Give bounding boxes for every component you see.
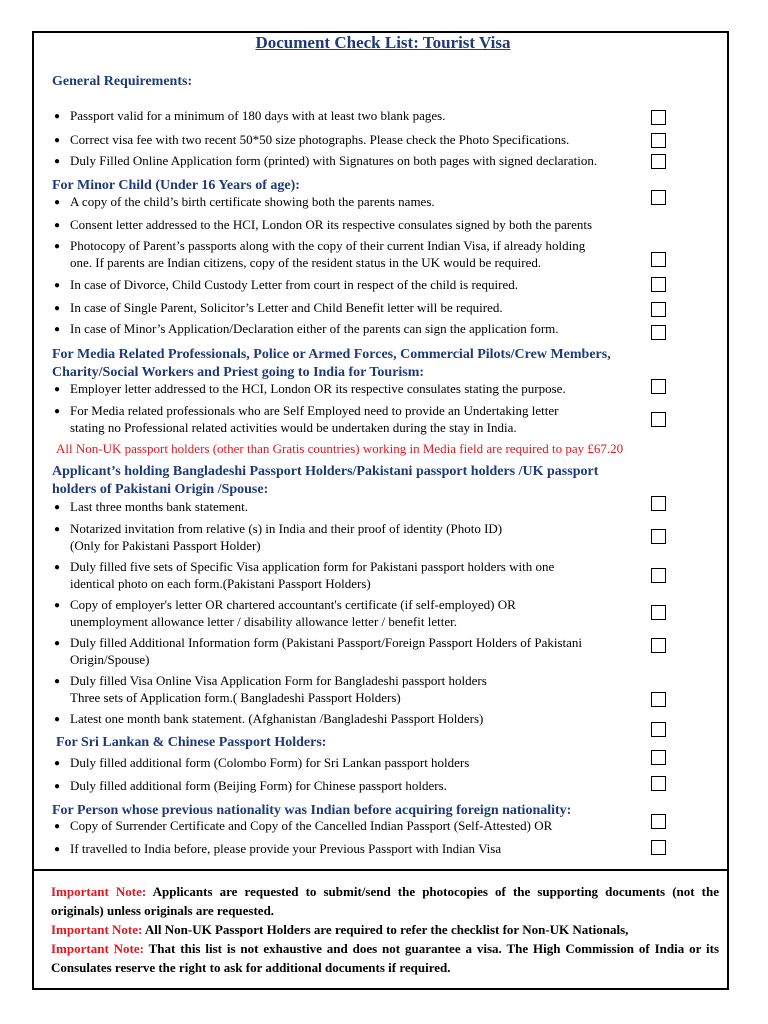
bullet-icon: ●	[54, 758, 61, 769]
checkbox[interactable]	[651, 252, 666, 267]
section-heading-media: For Media Related Professionals, Police or Armed Forces, Commercial Pilots/Crew Members, Charity/Social Workers and Priest going to India for Tourism:	[52, 347, 611, 380]
section-heading-minor: For Minor Child (Under 16 Years of age):	[52, 178, 300, 193]
list-item: ● Duly filled additional form (Beijing Form) for Chinese passport holders.	[54, 778, 447, 793]
bullet-icon: ●	[54, 241, 61, 252]
checkbox[interactable]	[651, 529, 666, 544]
section-heading-general: General Requirements:	[52, 74, 193, 89]
bullet-icon: ●	[54, 676, 61, 687]
checkbox[interactable]	[651, 412, 666, 427]
checkbox[interactable]	[651, 568, 666, 583]
checkbox[interactable]	[651, 190, 666, 205]
checkbox[interactable]	[651, 692, 666, 707]
checkbox[interactable]	[651, 133, 666, 148]
list-item: ● Duly Filled Online Application form (printed) with Signatures on both pages with signed declaration.	[54, 153, 598, 168]
bullet-icon: ●	[54, 384, 61, 395]
checkbox[interactable]	[651, 840, 666, 855]
checkbox[interactable]	[651, 638, 666, 653]
bullet-icon: ●	[54, 197, 61, 208]
list-item: ● In case of Single Parent, Solicitor’s Letter and Child Benefit letter will be required.	[54, 300, 503, 315]
bullet-icon: ●	[54, 406, 61, 417]
list-item: ● Duly filled Visa Online Visa Application Form for Bangladeshi passport holders Three sets of Application form.( Bangladeshi Passport Holders)	[54, 673, 487, 705]
checkbox[interactable]	[651, 722, 666, 737]
bullet-icon: ●	[54, 562, 61, 573]
section-heading-bangladeshi: Applicant’s holding Bangladeshi Passport Holders/Pakistani passport holders /UK passport holders of Pakistani Origin /Spouse:	[52, 464, 599, 497]
list-item: ● Passport valid for a minimum of 180 days with at least two blank pages.	[54, 108, 446, 123]
bullet-icon: ●	[54, 156, 61, 167]
list-item: ● In case of Minor’s Application/Declaration either of the parents can sign the application form.	[54, 321, 559, 336]
bullet-icon: ●	[54, 638, 61, 649]
list-item: ● Duly filled additional form (Colombo Form) for Sri Lankan passport holders	[54, 755, 470, 770]
bullet-icon: ●	[54, 600, 61, 611]
list-item: ● Latest one month bank statement. (Afghanistan /Bangladeshi Passport Holders)	[54, 711, 484, 726]
list-item: ● Photocopy of Parent’s passports along with the copy of their current Indian Visa, if already holding one. If parents are Indian citizens, copy of the resident status in the UK would be required.	[54, 238, 586, 270]
bullet-icon: ●	[54, 324, 61, 335]
bullet-icon: ●	[54, 303, 61, 314]
page-title: Document Check List: Tourist Visa	[255, 33, 511, 52]
important-note: Important Note: All Non-UK Passport Holders are required to refer the checklist for Non-UK Nationals,	[51, 922, 629, 937]
list-item: ● In case of Divorce, Child Custody Letter from court in respect of the child is required.	[54, 277, 519, 292]
checkbox[interactable]	[651, 325, 666, 340]
list-item: ● Duly filled Additional Information form (Pakistani Passport/Foreign Passport Holders of Pakistani Origin/Spouse)	[54, 635, 583, 667]
media-fee-note: All Non-UK passport holders (other than Gratis countries) working in Media field are required to pay £67.20	[56, 441, 624, 456]
bullet-icon: ●	[54, 844, 61, 855]
section-heading-srilanka: For Sri Lankan & Chinese Passport Holders:	[56, 735, 327, 750]
list-item: ● For Media related professionals who are Self Employed need to provide an Undertaking letter stating no Professional related activities would be undertaken during the stay in India.	[54, 403, 559, 435]
list-item: ● Notarized invitation from relative (s) in India and their proof of identity (Photo ID) (Only for Pakistani Passport Holder)	[54, 521, 503, 553]
list-item: ● Duly filled five sets of Specific Visa application form for Pakistani passport holders with one identical photo on each form.(Pakistani Passport Holders)	[54, 559, 555, 591]
checkbox[interactable]	[651, 277, 666, 292]
checkbox[interactable]	[651, 605, 666, 620]
list-item: ● A copy of the child’s birth certificate showing both the parents names.	[54, 194, 435, 209]
list-item: ● Last three months bank statement.	[54, 499, 248, 514]
list-item: ● Copy of Surrender Certificate and Copy of the Cancelled Indian Passport (Self-Attested) OR	[54, 818, 553, 833]
bullet-icon: ●	[54, 714, 61, 725]
bullet-icon: ●	[54, 524, 61, 535]
important-note: Important Note: Applicants are requested to submit/send the photocopies of the supporting documents (not the originals) unless originals are requested.	[51, 884, 720, 918]
bullet-icon: ●	[54, 821, 61, 832]
notes-divider	[32, 869, 729, 871]
bullet-icon: ●	[54, 135, 61, 146]
list-item: ● Copy of employer's letter OR chartered accountant's certificate (if self-employed) OR unemployment allowance letter / disability allowance letter / benefit letter.	[54, 597, 516, 629]
checkbox[interactable]	[651, 496, 666, 511]
list-item: ● Consent letter addressed to the HCI, London OR its respective consulates signed by both the parents	[54, 217, 593, 232]
bullet-icon: ●	[54, 781, 61, 792]
important-note: Important Note: That this list is not exhaustive and does not guarantee a visa. The High Commission of India or its Consulates reserve the right to ask for additional documents if required.	[51, 941, 720, 975]
list-item: ● If travelled to India before, please provide your Previous Passport with Indian Visa	[54, 841, 502, 856]
checkbox[interactable]	[651, 154, 666, 169]
list-item: ● Correct visa fee with two recent 50*50 size photographs. Please check the Photo Specifications.	[54, 132, 570, 147]
checkbox[interactable]	[651, 302, 666, 317]
bullet-icon: ●	[54, 280, 61, 291]
bullet-icon: ●	[54, 220, 61, 231]
checkbox[interactable]	[651, 379, 666, 394]
checkbox[interactable]	[651, 750, 666, 765]
checkbox[interactable]	[651, 776, 666, 791]
bullet-icon: ●	[54, 111, 61, 122]
list-item: ● Employer letter addressed to the HCI, London OR its respective consulates stating the purpose.	[54, 381, 566, 396]
bullet-icon: ●	[54, 502, 61, 513]
section-heading-previous-nationality: For Person whose previous nationality was Indian before acquiring foreign nationality:	[52, 803, 572, 818]
checkbox[interactable]	[651, 814, 666, 829]
checkbox[interactable]	[651, 110, 666, 125]
